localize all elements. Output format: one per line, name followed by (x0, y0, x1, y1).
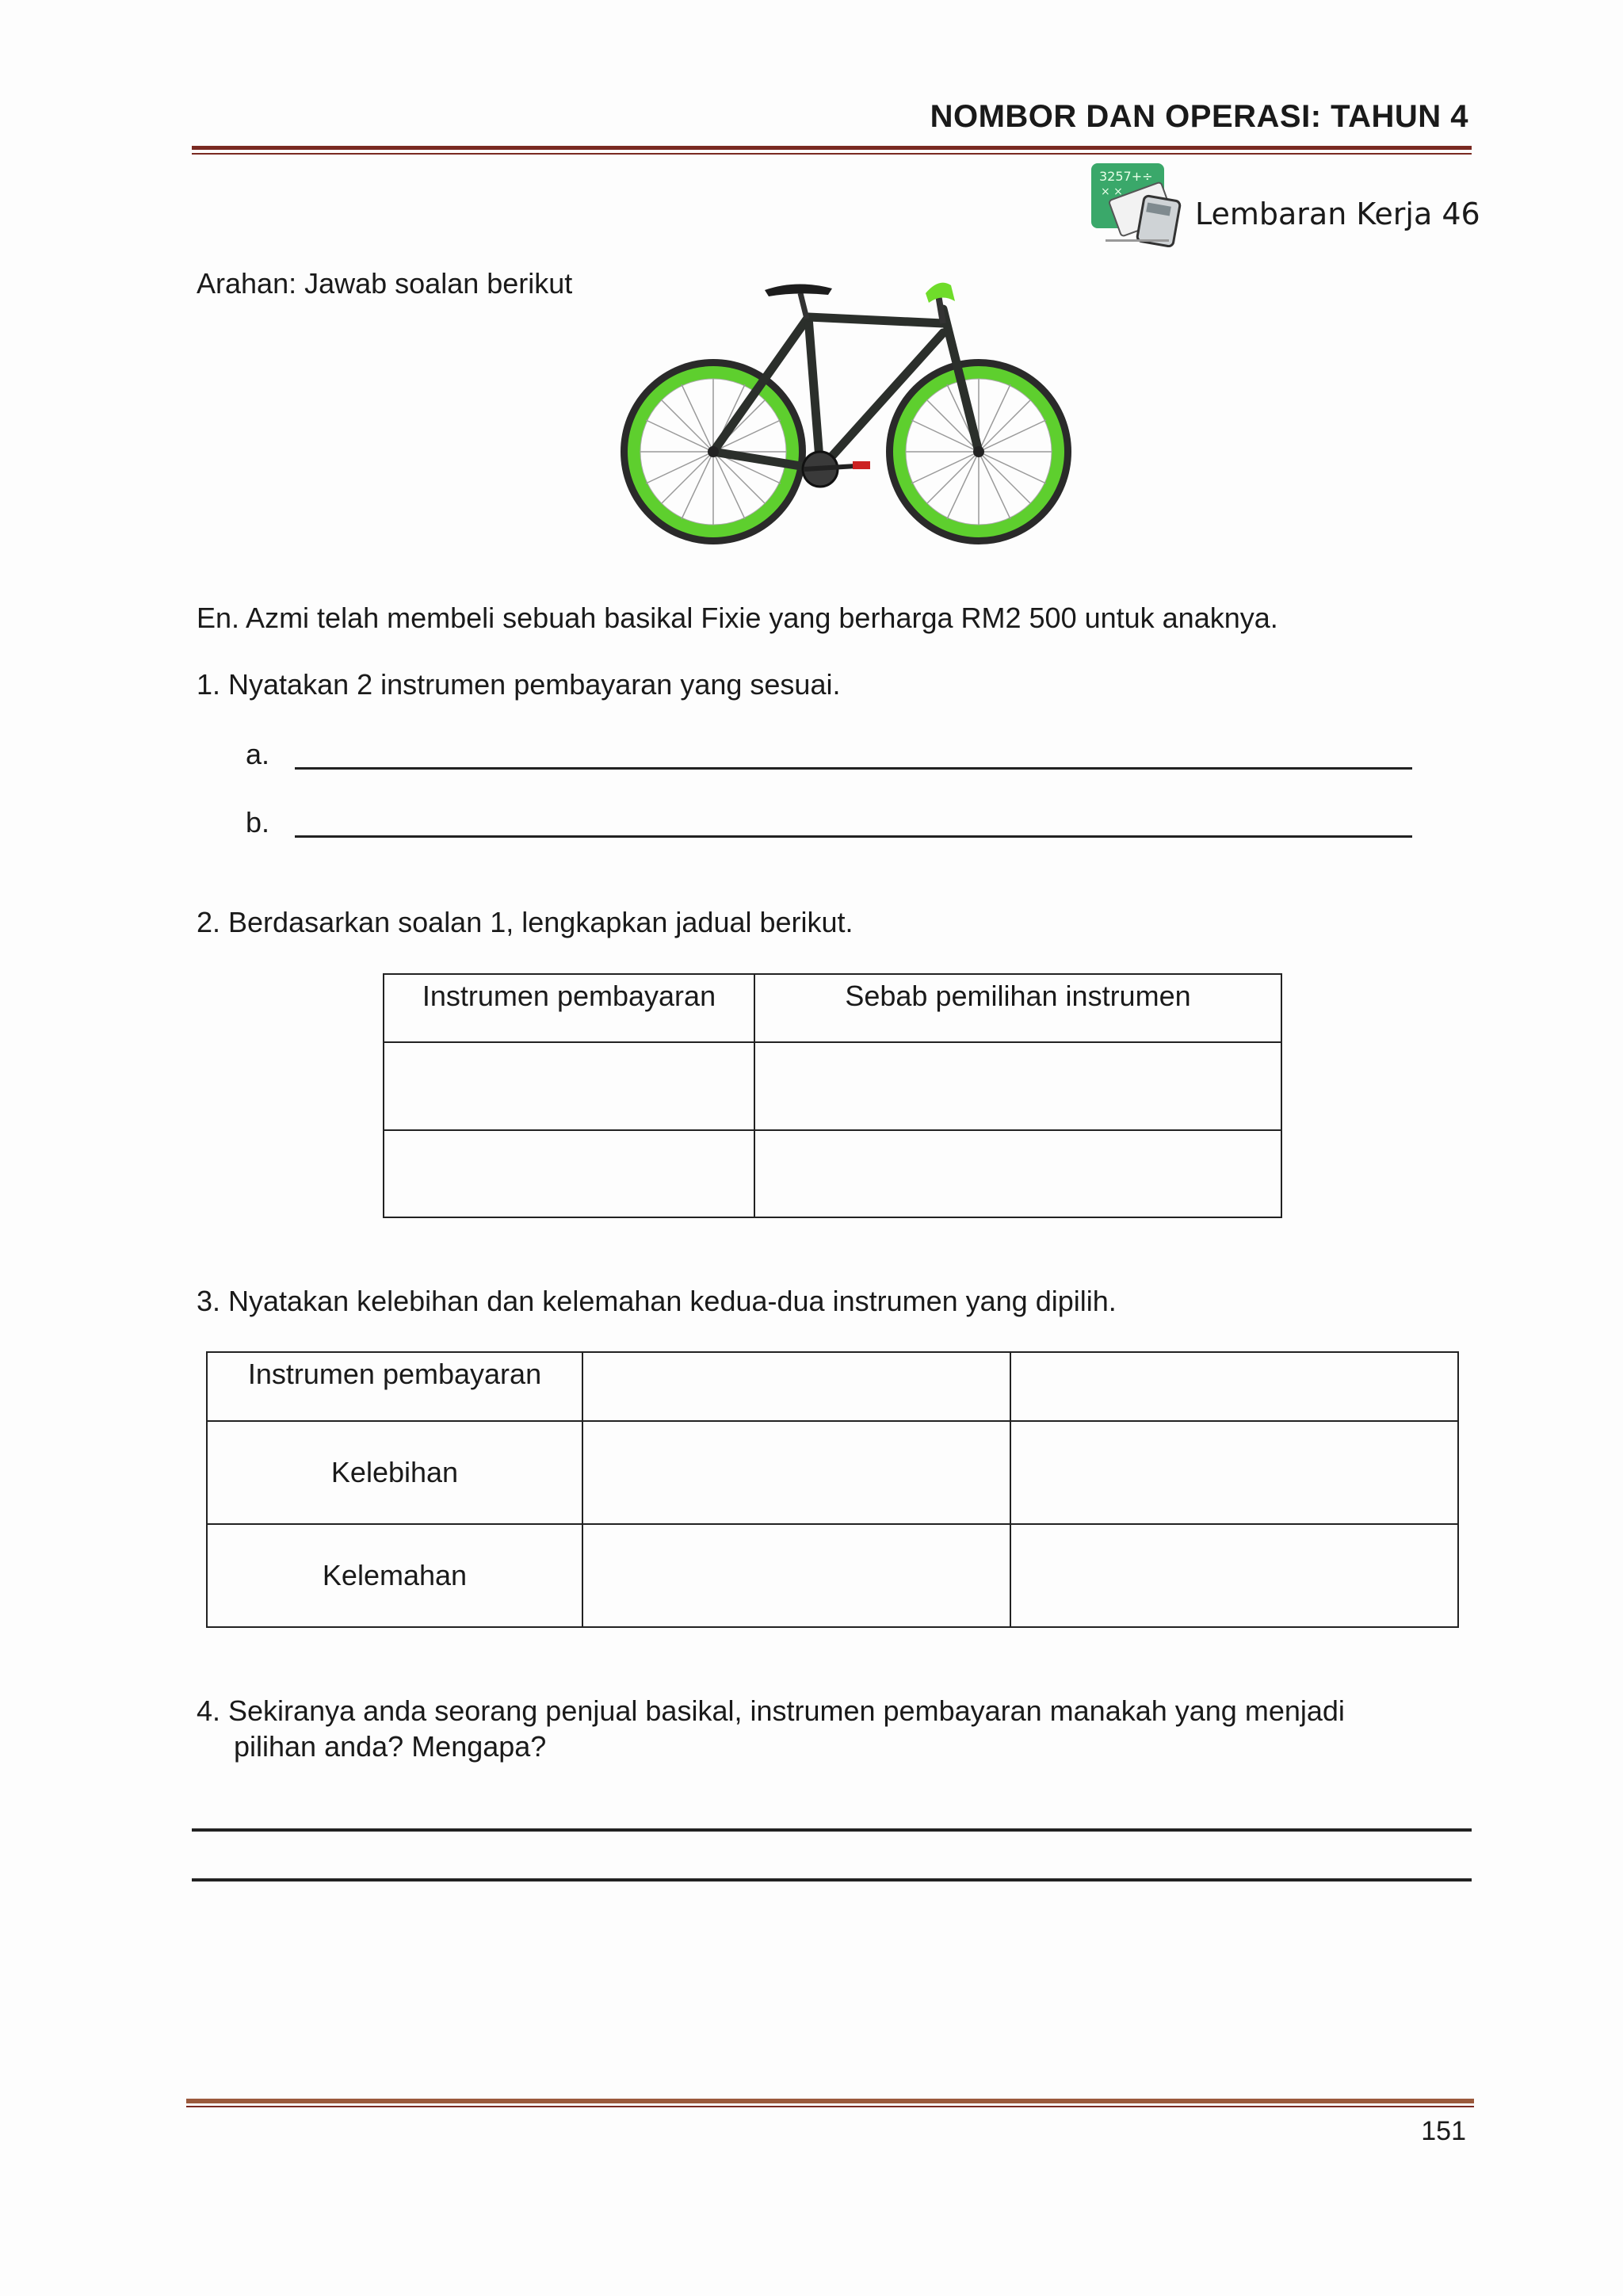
answer-line-a[interactable] (295, 767, 1412, 770)
instruction-text: Arahan: Jawab soalan berikut (197, 267, 573, 300)
q2-answer-cell[interactable] (384, 1130, 754, 1217)
q3-row-label-advantage: Kelebihan (207, 1421, 582, 1524)
worksheet-label: Lembaran Kerja 46 (1195, 197, 1480, 231)
q2-answer-cell[interactable] (384, 1042, 754, 1130)
footer-rule-thin (186, 2106, 1474, 2107)
q3-answer-cell[interactable] (582, 1524, 1010, 1627)
q3-answer-cell[interactable] (1010, 1524, 1458, 1627)
calculator-notes-icon (1090, 159, 1191, 247)
q3-answer-cell[interactable] (582, 1352, 1010, 1421)
svg-text:× ×: × × (1101, 185, 1123, 198)
q3-answer-cell[interactable] (1010, 1421, 1458, 1524)
page-header-title: NOMBOR DAN OPERASI: TAHUN 4 (930, 99, 1468, 134)
q3-row-label-instrument: Instrumen pembayaran (207, 1352, 582, 1421)
question-1-text: 1. Nyatakan 2 instrumen pembayaran yang sesuai. (197, 668, 841, 701)
question-4-line-1: 4. Sekiranya anda seorang penjual basikal, instrumen pembayaran manakah yang menjadi (197, 1694, 1345, 1727)
q2-answer-cell[interactable] (754, 1042, 1281, 1130)
answer-line-b[interactable] (295, 835, 1412, 838)
question-2-text: 2. Berdasarkan soalan 1, lengkapkan jadual berikut. (197, 906, 854, 938)
q3-answer-cell[interactable] (1010, 1352, 1458, 1421)
q2-answer-cell[interactable] (754, 1130, 1281, 1217)
question-2-table (383, 973, 1282, 1218)
question-3-table (206, 1351, 1459, 1628)
header-rule-top (192, 146, 1472, 150)
q3-answer-cell[interactable] (582, 1421, 1010, 1524)
option-b-label: b. (246, 806, 270, 839)
option-a-label: a. (246, 738, 270, 770)
q2-header-instrument: Instrumen pembayaran (384, 974, 754, 1042)
page-number: 151 (1421, 2116, 1466, 2146)
answer-line-q4-1[interactable] (192, 1828, 1472, 1832)
intro-text: En. Azmi telah membeli sebuah basikal Fixie yang berharga RM2 500 untuk anaknya. (197, 602, 1278, 634)
answer-line-q4-2[interactable] (192, 1878, 1472, 1881)
question-4-line-2: pilihan anda? Mengapa? (234, 1730, 547, 1763)
question-3-text: 3. Nyatakan kelebihan dan kelemahan kedua-dua instrumen yang dipilih. (197, 1285, 1117, 1317)
bicycle-illustration (602, 262, 1094, 575)
footer-rule (186, 2099, 1474, 2103)
header-rule-thin (192, 153, 1472, 155)
q3-row-label-disadvantage: Kelemahan (207, 1524, 582, 1627)
logo-text: 3257+÷ (1099, 169, 1153, 184)
q2-header-reason: Sebab pemilihan instrumen (754, 974, 1281, 1042)
